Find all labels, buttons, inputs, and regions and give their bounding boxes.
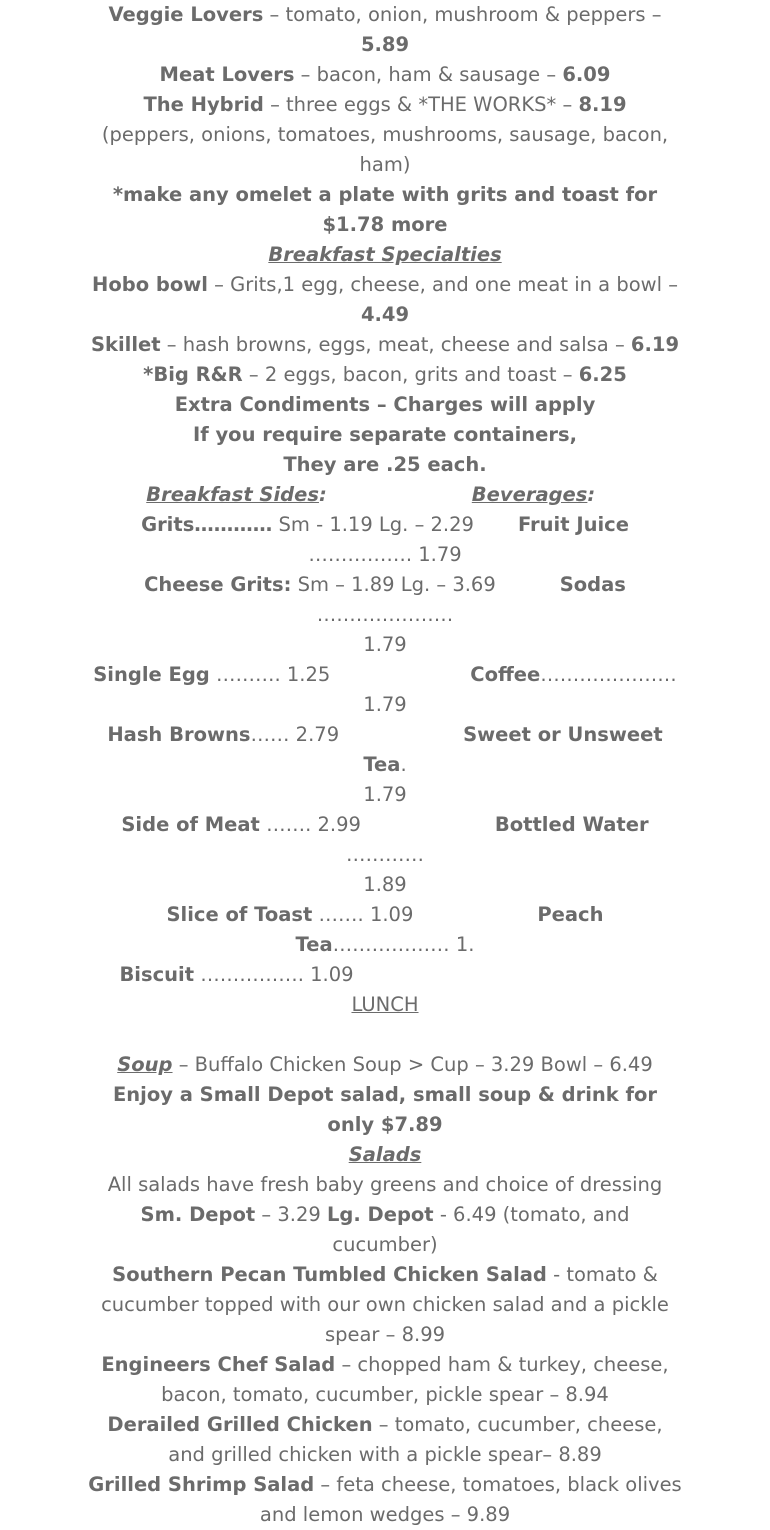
item-name: *Big R&R: [143, 363, 243, 386]
item-name: Engineers Chef Salad: [101, 1353, 336, 1376]
sides-bev-heading-row: [88, 480, 682, 510]
menu-item-derailed-chicken: [88, 1410, 682, 1470]
item-name: Bottled Water: [494, 813, 649, 836]
item-desc: - 6.49 (tomato, and cucumber): [332, 1203, 630, 1256]
condiments-text: Extra Condiments – Charges will apply: [174, 393, 596, 416]
item-name: Fruit Juice: [517, 513, 629, 536]
item-name: Skillet: [90, 333, 161, 356]
item-name: Lg. Depot: [326, 1203, 434, 1226]
salads-heading: [88, 1140, 682, 1170]
item-name: Peach Tea: [295, 903, 604, 956]
menu-item-meat-lovers: [88, 60, 682, 90]
beverages-heading: [385, 480, 682, 510]
item-name: Cheese Grits:: [144, 573, 292, 596]
heading-text: Salads: [348, 1143, 422, 1166]
row-hashbrowns-tea: [88, 720, 682, 780]
item-name: Single Egg: [93, 663, 210, 686]
menu-document: [88, 0, 682, 1530]
item-desc: – 2 eggs, bacon, grits and toast –: [242, 363, 579, 386]
menu-item-hobo-bowl: [88, 270, 682, 330]
item-desc: – chopped ham & turkey, cheese, bacon, tomato, cucumber, pickle spear – 8.94: [161, 1353, 669, 1406]
salads-intro: All salads have fresh baby greens and choice of dressing: [107, 1173, 663, 1196]
spacer: [88, 1020, 682, 1050]
item-name: Sodas: [559, 573, 626, 596]
heading-colon: :: [587, 483, 596, 506]
lunch-heading: [88, 990, 682, 1020]
row-meat-water: [88, 810, 682, 870]
menu-item-veggie-lovers: [88, 0, 682, 60]
item-name: Grits…………: [141, 513, 273, 536]
condiments-note: [88, 390, 682, 420]
item-desc: - tomato & cucumber topped with our own chicken salad and a pickle spear – 8.99: [101, 1263, 669, 1346]
item-price: 4.49: [360, 303, 410, 326]
item-name: The Hybrid: [143, 93, 264, 116]
bottled-water-price: 1.89: [363, 873, 407, 896]
containers-text-2: They are .25 each.: [283, 453, 487, 476]
empty-cell: [385, 960, 682, 990]
item-desc: – three eggs & *THE WORKS* –: [263, 93, 579, 116]
menu-item-chef-salad: [88, 1350, 682, 1410]
row-grits-juice: [88, 510, 682, 570]
item-name: Biscuit: [119, 963, 195, 986]
item-name: Grilled Shrimp Salad: [88, 1473, 315, 1496]
containers-note-2: [88, 450, 682, 480]
menu-item-pecan-salad: [88, 1260, 682, 1350]
item-name: Veggie Lovers: [108, 3, 264, 26]
item-name: Derailed Grilled Chicken: [107, 1413, 373, 1436]
heading-text: Breakfast Specialties: [268, 243, 502, 266]
item-name: Hobo bowl: [92, 273, 208, 296]
menu-item-depot-salads: [88, 1200, 682, 1260]
row-toast-peach: [88, 900, 682, 960]
sodas-price: 1.79: [363, 633, 407, 656]
item-desc: – tomato, cucumber, cheese, and grilled chicken with a pickle spear– 8.89: [168, 1413, 663, 1466]
containers-note-1: [88, 420, 682, 450]
menu-item-the-hybrid: [88, 90, 682, 120]
item-price: ………………… 1.79: [363, 663, 677, 716]
item-price: …………: [346, 843, 424, 866]
item-price: .: [400, 753, 407, 776]
item-price: Sm – 1.89 Lg. – 3.69: [291, 573, 496, 596]
row-egg-coffee: [88, 660, 682, 720]
row-biscuit: [88, 960, 682, 990]
item-price: ……………… 1.: [332, 933, 475, 956]
section-heading-specialties: [88, 240, 682, 270]
item-price: 6.19: [630, 333, 680, 356]
item-name: Sm. Depot: [140, 1203, 256, 1226]
item-name: Sweet or Unsweet Tea: [363, 723, 663, 776]
menu-item-skillet: [88, 330, 682, 360]
item-name: Slice of Toast: [166, 903, 313, 926]
heading-text: LUNCH: [351, 993, 419, 1016]
plate-note-text: *make any omelet a plate with grits and toast for $1.78 more: [112, 183, 658, 236]
item-price: Sm - 1.19 Lg. – 2.29: [272, 513, 474, 536]
biscuit-cell: [88, 960, 385, 990]
hybrid-note: (peppers, onions, tomatoes, mushrooms, sausage, bacon, ham): [101, 123, 669, 176]
item-price: 6.25: [578, 363, 627, 386]
menu-item-big-rr: [88, 360, 682, 390]
combo-offer: [88, 1080, 682, 1140]
item-name: Southern Pecan Tumbled Chicken Salad: [112, 1263, 547, 1286]
soup-line: [88, 1050, 682, 1080]
item-price: ……………. 1.09: [194, 963, 354, 986]
soup-desc: – Buffalo Chicken Soup > Cup – 3.29 Bowl – 6.49: [172, 1053, 653, 1076]
heading-colon: :: [318, 483, 327, 506]
item-name: Meat Lovers: [159, 63, 295, 86]
item-desc: – bacon, ham & sausage –: [294, 63, 563, 86]
heading-text: Breakfast Sides: [146, 483, 319, 506]
item-price: ……. 2.99: [259, 813, 361, 836]
soup-label: Soup: [117, 1053, 173, 1076]
item-price: ……. 1.09: [312, 903, 414, 926]
row-cheese-grits-sodas: [88, 570, 682, 630]
sweet-tea-price: 1.79: [363, 783, 407, 806]
item-desc: – hash browns, eggs, meat, cheese and salsa –: [160, 333, 631, 356]
item-price: …… 2.79: [250, 723, 340, 746]
item-price: ……………. 1.79: [308, 543, 462, 566]
item-name: Side of Meat: [121, 813, 260, 836]
item-price: 8.19: [578, 93, 627, 116]
item-price: …………………: [316, 603, 454, 626]
item-price: 5.89: [360, 33, 410, 56]
heading-text: Beverages: [471, 483, 588, 506]
combo-text: Enjoy a Small Depot salad, small soup & drink for only $7.89: [112, 1083, 658, 1136]
item-price: 6.09: [562, 63, 611, 86]
item-name: Coffee: [470, 663, 541, 686]
item-price: ………. 1.25: [209, 663, 331, 686]
menu-item-shrimp-salad: [88, 1470, 682, 1530]
item-price: – 3.29: [255, 1203, 327, 1226]
item-desc: – tomato, onion, mushroom & peppers –: [263, 3, 662, 26]
item-name: Hash Browns: [107, 723, 251, 746]
item-desc: – feta cheese, tomatoes, black olives and lemon wedges – 9.89: [259, 1473, 682, 1526]
containers-text-1: If you require separate containers,: [192, 423, 578, 446]
plate-note: [88, 180, 682, 240]
item-desc: – Grits,1 egg, cheese, and one meat in a bowl –: [207, 273, 678, 296]
sides-heading: [88, 480, 385, 510]
